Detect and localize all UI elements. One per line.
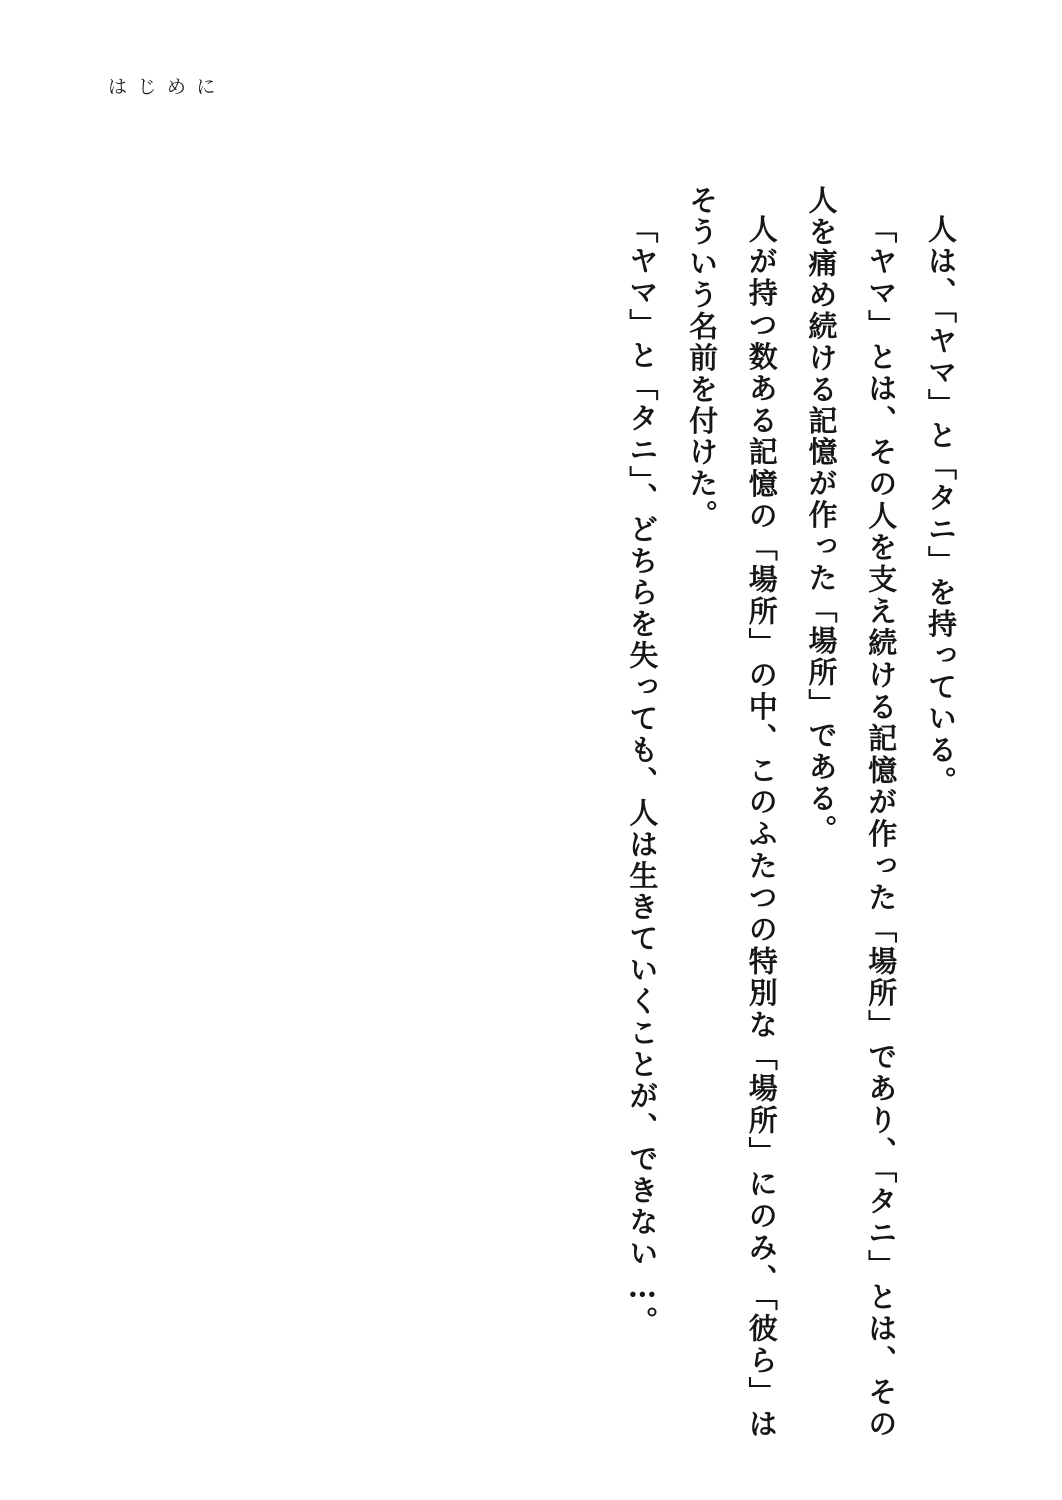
- running-head: はじめに: [108, 76, 226, 98]
- body-text-vertical: [550, 185, 970, 1440]
- paragraph-4: 「ヤマ」と「タニ」、どちらを失っても、人は生きていくことが、できない…。: [625, 214, 660, 1338]
- paragraph-2: 「ヤマ」とは、その人を支え続ける記憶が作った「場所」であり、「タニ」とは、その人を痛め続ける記憶が作った「場所」である。: [804, 185, 899, 1440]
- paragraph-1: 人は、「ヤマ」と「タニ」を持っている。: [924, 214, 958, 798]
- paragraph-3: 人が持つ数ある記憶の「場所」の中、このふたつの特別な「場所」にのみ、「彼ら」はそういう名前を付けた。: [685, 185, 779, 1440]
